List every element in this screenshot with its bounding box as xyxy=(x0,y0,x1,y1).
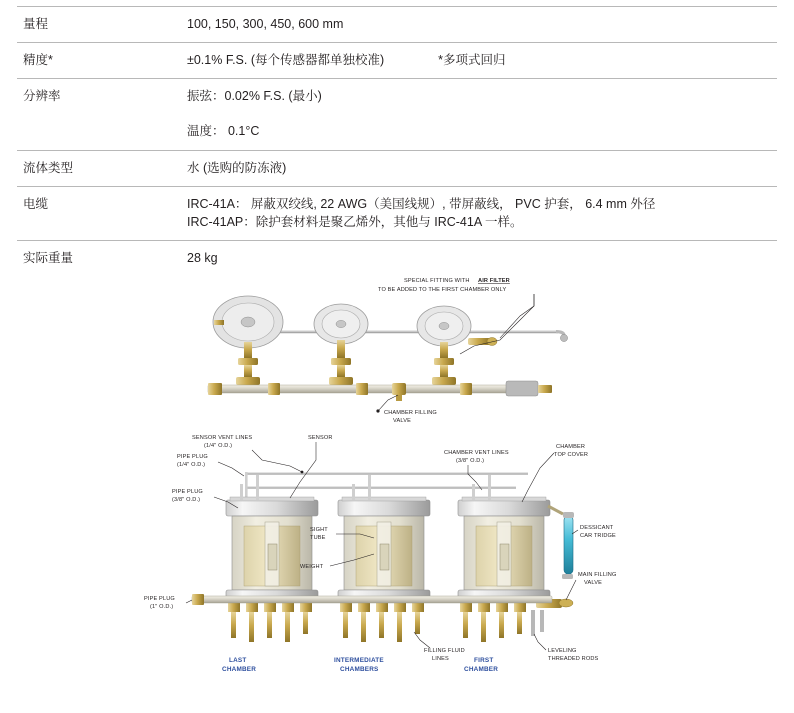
row-label: 实际重量 xyxy=(17,240,179,276)
table-row xyxy=(17,150,777,186)
callout-chamber-vent-lines-line1: CHAMBER VENT LINES xyxy=(444,450,509,456)
row-value xyxy=(179,43,777,79)
chamber-label-first-line1: FIRST xyxy=(474,657,494,664)
callout-special-fitting-line1: SPECIAL FITTING WITH xyxy=(404,278,470,284)
chamber-label-last-line2: CHAMBER xyxy=(222,666,257,673)
callout-desiccant-line1: DESSICANT xyxy=(580,525,614,531)
row-value-text: 振弦：0.02% F.S. (最小) xyxy=(187,89,322,104)
row-value-text: 28 kg xyxy=(187,250,218,265)
specification-table xyxy=(17,6,777,276)
table-row xyxy=(17,7,777,43)
callout-weight: WEIGHT xyxy=(300,564,324,570)
callout-desiccant-line2: CAR TRIDGE xyxy=(580,533,616,539)
chamber-assembly-intermediate xyxy=(334,475,430,673)
bottom-diagram xyxy=(144,435,616,673)
chamber-vent-line xyxy=(245,472,528,498)
row-value-text-2: IRC-41AP：除护套材料是聚乙烯外，其他与 IRC-41A 一样。 xyxy=(187,214,523,229)
callout-chamber-top-cover-line1: CHAMBER xyxy=(556,444,586,450)
leveling-threaded-rods xyxy=(531,610,544,636)
callout-pipe-plug-quarter-line2: (1/4" O.D.) xyxy=(177,462,206,468)
row-value-text: IRC-41A： 屏蔽双绞线, 22 AWG（美国线规）, 带屏蔽线， PVC 护套， 6.4 mm 外径 xyxy=(187,196,656,211)
chamber-assembly-first xyxy=(458,475,573,673)
callout-chamber-filling-line2: VALVE xyxy=(393,418,411,424)
top-valve-assembly-2 xyxy=(329,358,353,385)
table-row xyxy=(17,79,777,115)
callout-pipe-plug-threeeighth-line1: PIPE PLUG xyxy=(172,489,203,495)
chamber-label-intermediate-line1: INTERMEDIATE xyxy=(334,657,384,664)
top-diagram xyxy=(208,278,568,424)
row-label: 精度* xyxy=(17,43,179,79)
callout-pipe-plug-threeeighth-line2: (3/8" O.D.) xyxy=(172,497,201,503)
row-label: 流体类型 xyxy=(17,150,179,186)
callout-chamber-top-cover-line2: TOP COVER xyxy=(554,452,589,458)
row-value-text: 100, 150, 300, 450, 600 mm xyxy=(187,17,344,31)
callout-chamber-vent-lines-line2: (3/8" O.D.) xyxy=(456,458,485,464)
row-value-note: *多项式回归 xyxy=(438,53,506,68)
table-row xyxy=(17,43,777,79)
row-value xyxy=(179,114,777,150)
row-value xyxy=(179,186,777,240)
top-chamber-2 xyxy=(314,304,368,358)
callout-pipe-plug-one-line1: PIPE PLUG xyxy=(144,596,175,602)
table-row xyxy=(17,114,777,150)
top-chamber-1 xyxy=(213,296,283,358)
row-label: 分辨率 xyxy=(17,79,179,115)
callout-sensor: SENSOR xyxy=(308,435,333,441)
row-value-text: 水 (选购的防冻液) xyxy=(187,160,287,175)
top-vent-line xyxy=(240,330,568,342)
row-value xyxy=(179,7,777,43)
liquid-settlement-system-figure xyxy=(0,254,794,713)
callout-filling-fluid-lines-line2: LINES xyxy=(432,656,449,662)
callout-chamber-filling-line1: CHAMBER FILLING xyxy=(384,410,437,416)
chamber-label-intermediate-line2: CHAMBERS xyxy=(340,666,379,673)
callout-special-fitting-line2: TO BE ADDED TO THE FIRST CHAMBER ONLY xyxy=(378,287,507,293)
callout-pipe-plug-one-line2: (1" O.D.) xyxy=(150,604,174,610)
callout-sensor-vent-lines-line1: SENSOR VENT LINES xyxy=(192,435,253,441)
top-valve-assembly-3 xyxy=(432,358,456,385)
row-value xyxy=(179,150,777,186)
callout-sensor-vent-lines-line2: (1/4" O.D.) xyxy=(204,443,233,449)
callout-main-filling-valve-line1: MAIN FILLING xyxy=(578,572,617,578)
callout-sight-tube-line2: TUBE xyxy=(310,535,326,541)
chamber-assembly-last xyxy=(222,475,318,673)
chamber-label-first-line2: CHAMBER xyxy=(464,666,499,673)
callout-leveling-rods-line2: THREADED RODS xyxy=(548,656,599,662)
chamber-label-last-line1: LAST xyxy=(229,657,247,664)
row-value xyxy=(179,79,777,115)
specification-table-body xyxy=(17,7,777,277)
callout-air-filter: AIR FILTER xyxy=(478,278,510,284)
table-row xyxy=(17,186,777,240)
row-value-text: 温度： 0.1°C xyxy=(187,124,260,139)
row-value-text: ±0.1% F.S. (每个传感器都单独校准) xyxy=(187,53,385,68)
top-valve-assembly-1 xyxy=(236,358,260,385)
callout-sight-tube-line1: SIGHT xyxy=(310,527,328,533)
desiccant-cartridge xyxy=(548,506,574,579)
callout-leveling-rods-line1: LEVELING xyxy=(548,648,577,654)
callout-filling-fluid-lines-line1: FILLING FLUID xyxy=(424,648,465,654)
chamber-filling-valve xyxy=(392,383,406,401)
callout-main-filling-valve-line2: VALVE xyxy=(584,580,602,586)
row-label: 电缆 xyxy=(17,186,179,240)
top-chamber-3 xyxy=(417,306,471,358)
row-label xyxy=(17,114,179,150)
callout-pipe-plug-quarter-line1: PIPE PLUG xyxy=(177,454,208,460)
row-label: 量程 xyxy=(17,7,179,43)
